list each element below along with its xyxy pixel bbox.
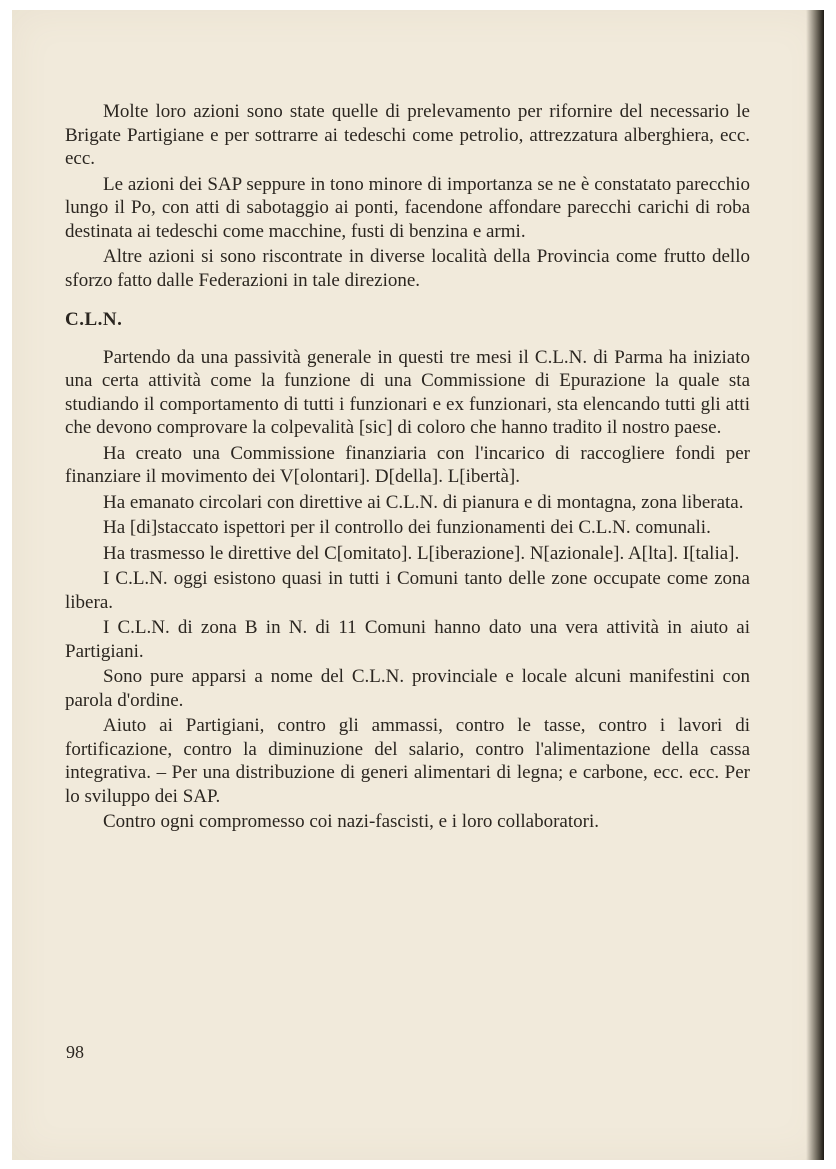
paragraph-prelevamento: Molte loro azioni sono state quelle di prelevamento per rifornire del necessario le Brigate Partigiane e per sottrarre ai tedeschi come petrolio, attrezzatura alberghiera, ecc. ecc. bbox=[65, 101, 750, 169]
paragraph-altre-azioni: Altre azioni si sono riscontrate in diverse località della Provincia come frutto dello sforzo fatto dalle Federazioni in tale direzione. bbox=[65, 246, 750, 291]
paragraph-ispettori: Ha [di]staccato ispettori per il controllo dei funzionamenti dei C.L.N. comunali. bbox=[103, 517, 711, 538]
paragraph-azioni-sap: Le azioni dei SAP seppure in tono minore di importanza se ne è constatato parecchio lungo il Po, con atti di sabotaggio ai ponti, facendone affondare parecchi carichi di roba destinata ai tedeschi come macchine, fusti di benzina e armi. bbox=[65, 173, 750, 242]
page-binding-shadow bbox=[806, 10, 824, 1160]
page-body-text bbox=[65, 100, 750, 834]
paragraph-circolari: Ha emanato circolari con direttive ai C.L.N. di pianura e di montagna, zona liberata. bbox=[103, 491, 744, 513]
paragraph-cln-comuni: I C.L.N. oggi esistono quasi in tutti i Comuni tanto delle zone occupate come zona libera. bbox=[65, 568, 750, 613]
paragraph-commissione-finanziaria: Ha creato una Commissione finanziaria con l'incarico di raccogliere fondi per finanziare il movimento dei V[olontari]. D[della]. L[ibertà]. bbox=[65, 442, 750, 487]
paragraph-direttive-clnai: Ha trasmesso le direttive del C[omitato]. L[iberazione]. N[azionale]. A[lta]. I[talia]. bbox=[103, 542, 740, 564]
page-number: 98 bbox=[66, 1042, 84, 1062]
paragraph-manifestini: Sono pure apparsi a nome del C.L.N. provinciale e locale alcuni manifestini con parola d'ordine. bbox=[65, 666, 750, 711]
paragraph-cln-zona-b: I C.L.N. di zona B in N. di 11 Comuni hanno dato una vera attività in aiuto ai Partigiani. bbox=[65, 617, 750, 662]
paragraph-contro-compromesso: Contro ogni compromesso coi nazi-fascisti, e i loro collaboratori. bbox=[103, 811, 599, 832]
paragraph-aiuto-partigiani: Aiuto ai Partigiani, contro gli ammassi, contro le tasse, contro i lavori di fortificazione, contro la diminuzione del salario, contro l'alimentazione della cassa integrativa. – Per una distribuzione di generi alimentari di legna; e carbone, ecc. ecc. Per lo sviluppo dei SAP. bbox=[65, 715, 750, 807]
paragraph-commissione-epurazione: Partendo da una passività generale in questi tre mesi il C.L.N. di Parma ha iniziato una certa attività come la funzione di una Commissione di Epurazione la quale sta studiando il comportamento di tutti i funzionari e ex funzionari, sta elencando tutti gli atti che devono comprovare la colpevalità [sic] di coloro che hanno tradito il nostro paese. bbox=[65, 346, 750, 438]
section-heading-cln: C.L.N. bbox=[65, 309, 123, 330]
